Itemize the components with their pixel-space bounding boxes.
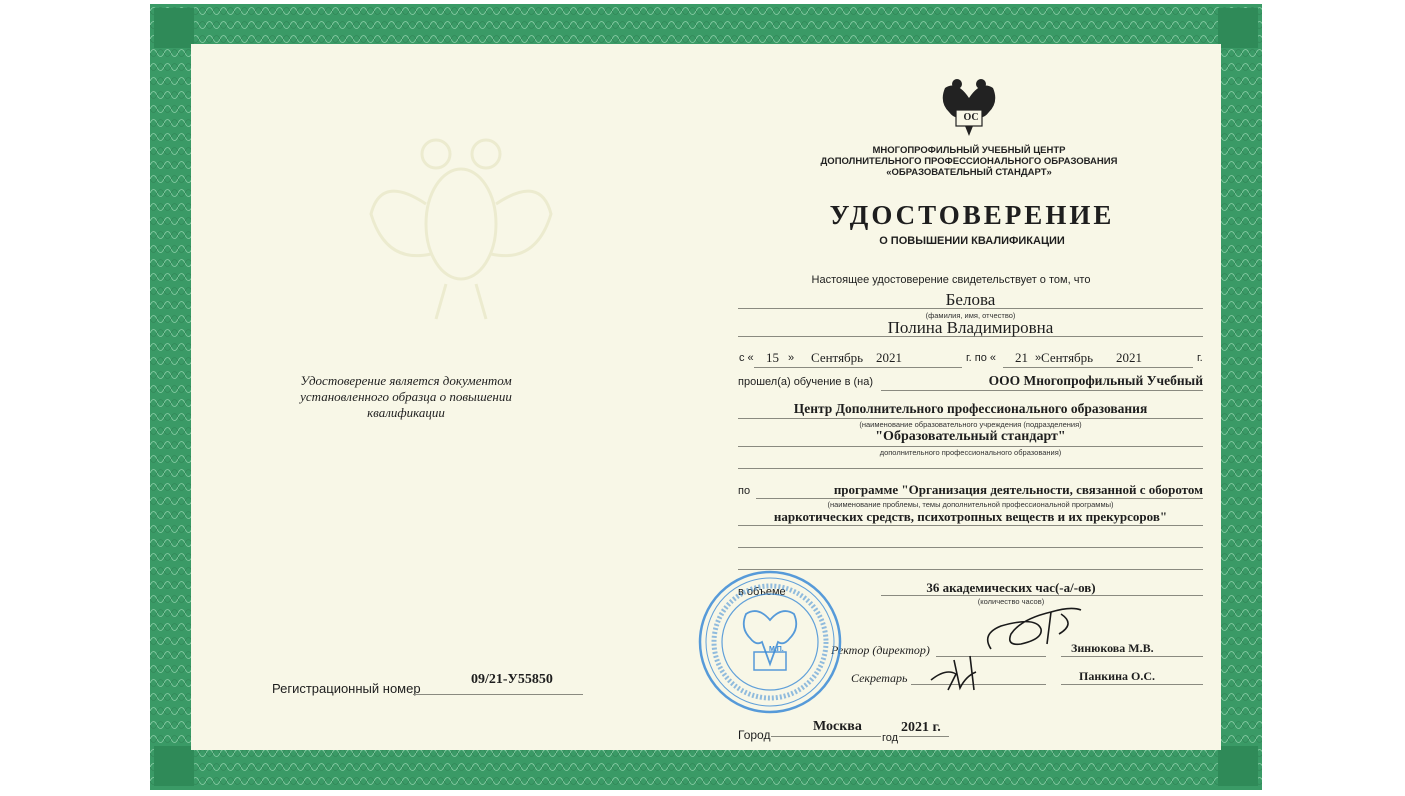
left-note-line2: установленного образца о повышении квалификации — [300, 389, 512, 420]
institution-line2: Центр Дополнительного профессионального образования — [793, 401, 1148, 416]
fio-caption: (фамилия, имя, отчество) — [925, 311, 1016, 320]
city-value: Москва — [813, 719, 862, 734]
rector-label: Ректор (директор) — [831, 643, 930, 657]
hours-value: 36 академических час(-а/-ов) — [926, 580, 1096, 595]
to-year: 2021 — [1116, 350, 1142, 365]
left-note — [261, 373, 551, 421]
rector-signature-icon — [981, 604, 1096, 659]
stamp-mp: М.П. — [769, 646, 784, 653]
document-title: УДОСТОВЕРЕНИЕ — [829, 200, 1115, 230]
rector-name: Зинюкова М.В. — [1071, 641, 1154, 655]
year-value: 2021 г. — [901, 720, 941, 735]
org-line1: МНОГОПРОФИЛЬНЫЙ УЧЕБНЫЙ ЦЕНТР — [872, 145, 1066, 156]
certificate-paper — [191, 44, 1221, 750]
to-day: 21 — [1015, 350, 1028, 365]
institution-caption1: (наименование образовательного учреждения (подразделения) — [859, 420, 1082, 429]
institution-prefix: прошел(а) обучение в (на) — [738, 376, 874, 388]
reg-number-label: Регистрационный номер — [272, 681, 421, 696]
given-name-value: Полина Владимировна — [887, 318, 1054, 337]
reg-number-value: 09/21-У55850 — [471, 672, 553, 687]
institution-line1: ООО Многопрофильный Учебный — [988, 373, 1203, 388]
logo-letters: ОС — [963, 112, 979, 123]
from-year: 2021 — [876, 350, 902, 365]
round-official-seal-icon — [696, 568, 844, 716]
eagle-watermark-icon — [361, 114, 561, 324]
program-line2: наркотических средств, психотропных веществ и их прекурсоров" — [773, 509, 1168, 524]
from-day: 15 — [766, 350, 779, 365]
secretary-signature-icon — [926, 650, 996, 695]
left-note-line1: Удостоверение является документом — [300, 373, 512, 388]
program-caption: (наименование проблемы, темы дополнительной профессиональной программы) — [827, 500, 1114, 509]
program-line1: программе "Организация деятельности, связанной с оборотом — [833, 482, 1203, 497]
double-headed-eagle-emblem-icon — [939, 76, 999, 138]
document-subtitle: О ПОВЫШЕНИИ КВАЛИФИКАЦИИ — [879, 235, 1065, 247]
from-month: Сентябрь — [811, 350, 864, 365]
org-line2: ДОПОЛНИТЕЛЬНОГО ПРОФЕССИОНАЛЬНОГО ОБРАЗОВАНИЯ — [820, 156, 1118, 167]
org-line3: «ОБРАЗОВАТЕЛЬНЫЙ СТАНДАРТ» — [886, 167, 1052, 178]
city-label: Город — [738, 728, 771, 742]
intro-text: Настоящее удостоверение свидетельствует о том, что — [811, 274, 1091, 286]
program-prefix: по — [738, 485, 751, 497]
surname-value: Белова — [945, 290, 996, 309]
org-name — [819, 145, 1119, 178]
secretary-name: Панкина О.С. — [1079, 669, 1155, 683]
certificate — [150, 4, 1262, 790]
hours-prefix: в объеме — [738, 586, 786, 598]
year-label: год — [882, 732, 899, 744]
hours-caption: (количество часов) — [977, 597, 1045, 606]
dates-row: с « 15 » Сентябрь 2021 г. по « 21 » Сентябрь 2021 г. — [191, 350, 1221, 370]
institution-line3: "Образовательный стандарт" — [875, 429, 1066, 444]
to-month: Сентябрь — [1041, 350, 1094, 365]
institution-caption2: дополнительного профессионального образования) — [879, 448, 1062, 457]
secretary-label: Секретарь — [851, 671, 908, 685]
